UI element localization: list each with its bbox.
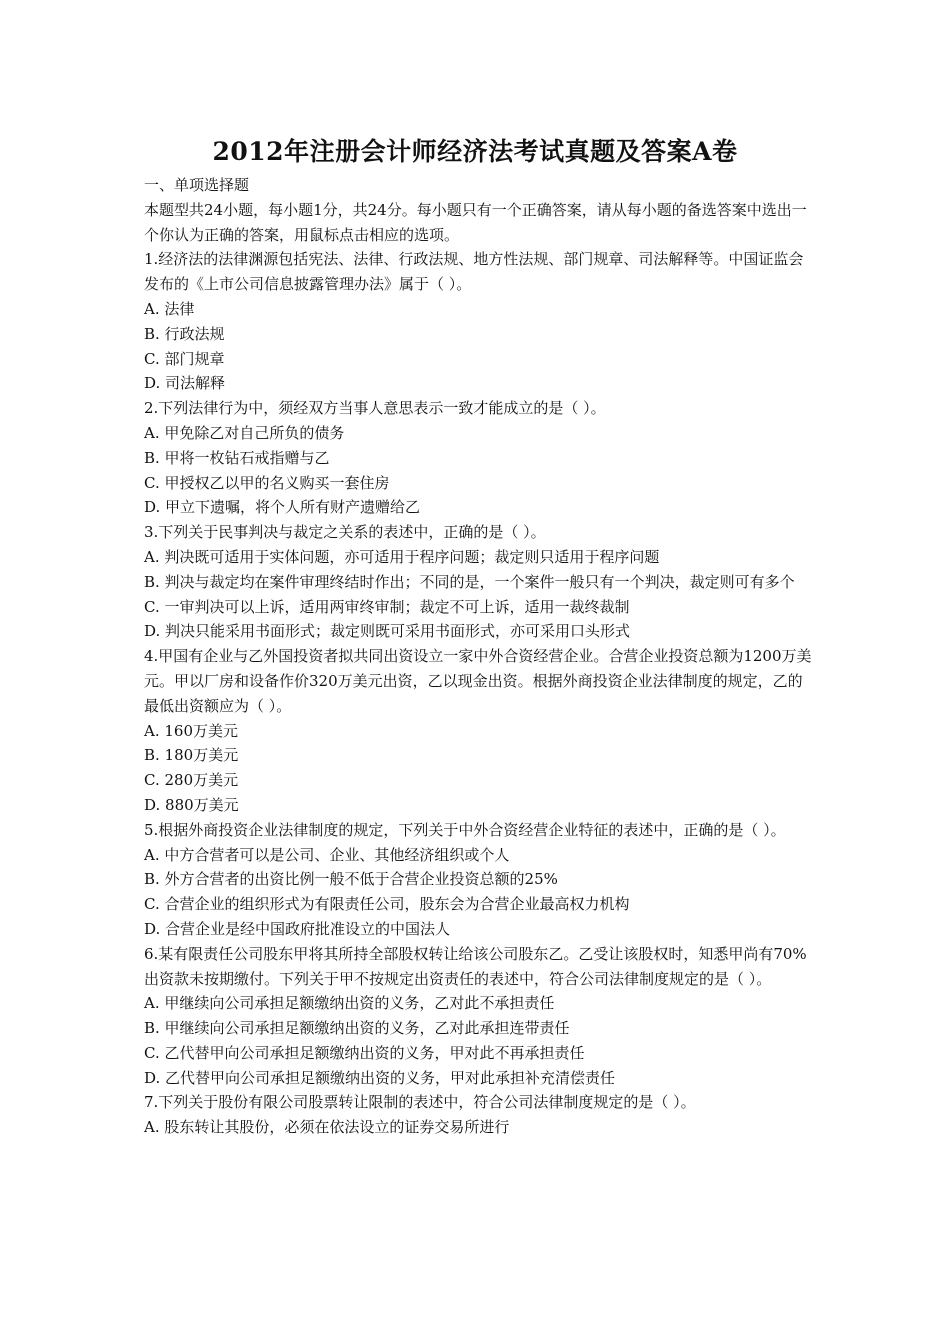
question-2 — [144, 396, 814, 520]
option-b: B. 判决与裁定均在案件审理终结时作出；不同的是，一个案件一般只有一个判决，裁定则可有多个 — [144, 572, 795, 591]
option-b: B. 甲将一枚钻石戒指赠与乙 — [144, 448, 330, 467]
option-a: A. 甲免除乙对自己所负的债务 — [144, 423, 345, 442]
question-stem: 6.某有限责任公司股东甲将其所持全部股权转让给该公司股东乙。乙受让该股权时，知悉甲尚有70%出资款未按期缴付。下列关于甲不按规定出资责任的表述中，符合公司法律制度规定的是（ ）。 — [144, 944, 807, 988]
option-a: A. 判决既可适用于实体问题，亦可适用于程序问题；裁定则只适用于程序问题 — [144, 547, 660, 566]
question-stem: 3.下列关于民事判决与裁定之关系的表述中，正确的是（ ）。 — [144, 523, 546, 542]
question-stem: 2.下列法律行为中，须经双方当事人意思表示一致才能成立的是（ ）。 — [144, 399, 606, 418]
option-d: D. 乙代替甲向公司承担足额缴纳出资的义务，甲对此承担补充清偿责任 — [144, 1068, 616, 1087]
option-b: B. 甲继续向公司承担足额缴纳出资的义务，乙对此承担连带责任 — [144, 1019, 570, 1038]
question-6 — [144, 942, 814, 1091]
option-d: D. 合营企业是经中国政府批准设立的中国法人 — [144, 919, 451, 938]
option-d: D. 判决只能采用书面形式；裁定则既可采用书面形式，亦可采用口头形式 — [144, 622, 631, 641]
question-1 — [144, 247, 814, 396]
document-body — [144, 173, 814, 1140]
document-title: 2012年注册会计师经济法考试真题及答案A卷 — [212, 137, 738, 166]
option-a: A. 甲继续向公司承担足额缴纳出资的义务，乙对此不承担责任 — [144, 994, 555, 1013]
option-b: B. 行政法规 — [144, 324, 225, 343]
option-c: C. 甲授权乙以甲的名义购买一套住房 — [144, 473, 390, 492]
question-3 — [144, 520, 814, 644]
instructions-paragraph: 本题型共24小题，每小题1分，共24分。每小题只有一个正确答案，请从每小题的备选答案中选出一个你认为正确的答案，用鼠标点击相应的选项。 — [144, 200, 807, 244]
question-stem: 1.经济法的法律渊源包括宪法、法律、行政法规、地方性法规、部门规章、司法解释等。中国证监会发布的《上市公司信息披露管理办法》属于（ ）。 — [144, 250, 804, 294]
option-a: A. 160万美元 — [144, 721, 238, 740]
option-c: C. 部门规章 — [144, 349, 225, 368]
option-c: C. 乙代替甲向公司承担足额缴纳出资的义务，甲对此不再承担责任 — [144, 1043, 585, 1062]
question-5 — [144, 818, 814, 942]
question-stem: 7.下列关于股份有限公司股票转让限制的表述中，符合公司法律制度规定的是（ ）。 — [144, 1093, 696, 1112]
option-d: D. 880万美元 — [144, 795, 239, 814]
option-d: D. 甲立下遗嘱，将个人所有财产遗赠给乙 — [144, 498, 421, 517]
section-heading: 一、单项选择题 — [144, 176, 250, 194]
option-a: A. 法律 — [144, 299, 195, 318]
question-stem: 5.根据外商投资企业法律制度的规定，下列关于中外合资经营企业特征的表述中，正确的是（ ）。 — [144, 820, 786, 839]
option-c: C. 280万美元 — [144, 771, 239, 790]
question-7 — [144, 1090, 814, 1140]
option-b: B. 外方合营者的出资比例一般不低于合营企业投资总额的25% — [144, 870, 558, 889]
option-c: C. 一审判决可以上诉，适用两审终审制；裁定不可上诉，适用一裁终裁制 — [144, 597, 630, 616]
option-a: A. 中方合营者可以是公司、企业、其他经济组织或个人 — [144, 845, 510, 864]
option-a: A. 股东转让其股份，必须在依法设立的证券交易所进行 — [144, 1118, 510, 1137]
option-d: D. 司法解释 — [144, 374, 226, 393]
option-b: B. 180万美元 — [144, 746, 239, 765]
option-c: C. 合营企业的组织形式为有限责任公司，股东会为合营企业最高权力机构 — [144, 895, 630, 914]
question-stem: 4.甲国有企业与乙外国投资者拟共同出资设立一家中外合资经营企业。合营企业投资总额为1200万美元。甲以厂房和设备作价320万美元出资，乙以现金出资。根据外商投资企业法律制度的规定，乙的最低出资额应为（ ）。 — [144, 647, 812, 715]
question-4 — [144, 644, 814, 818]
